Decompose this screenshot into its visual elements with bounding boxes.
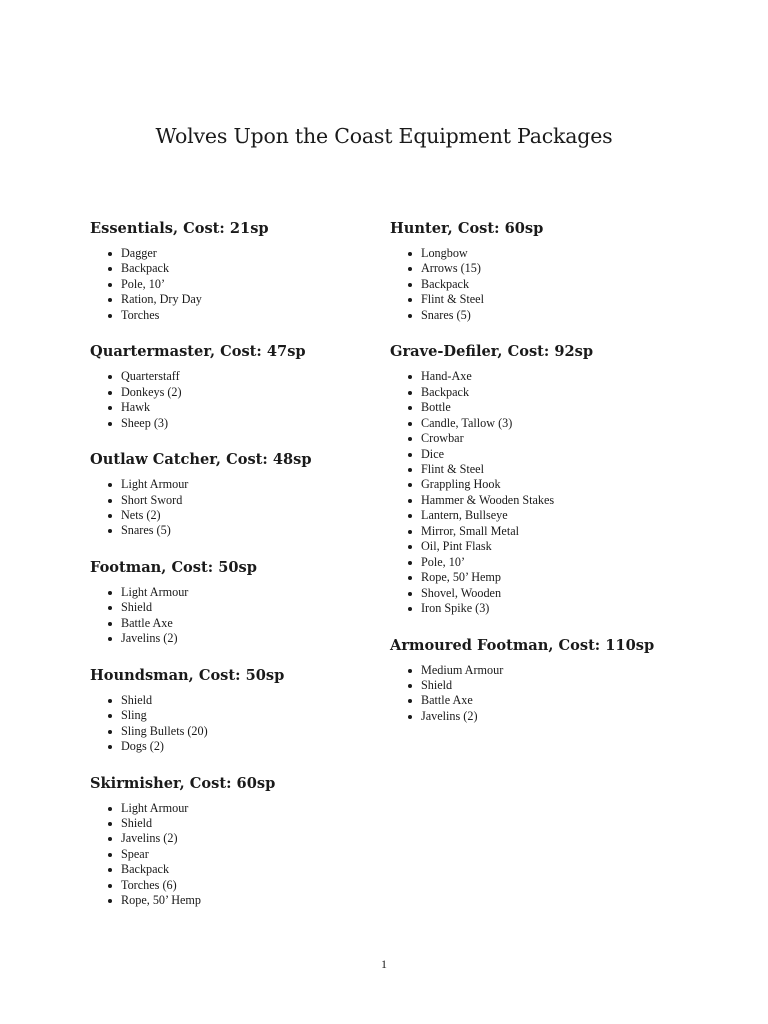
- package-section: [390, 343, 690, 616]
- list-item: Short Sword: [90, 493, 370, 508]
- package-heading: Footman, Cost: 50sp: [90, 558, 257, 576]
- left-column: [90, 220, 370, 909]
- list-item: Javelins (2): [90, 831, 370, 846]
- list-item: Oil, Pint Flask: [390, 539, 690, 554]
- package-item-list: [90, 369, 370, 431]
- list-item: Flint & Steel: [390, 462, 690, 477]
- package-heading: Hunter, Cost: 60sp: [390, 220, 544, 237]
- list-item: Dice: [390, 447, 690, 462]
- list-item: Snares (5): [390, 308, 690, 323]
- list-item: Shield: [390, 678, 690, 693]
- list-item: Bottle: [390, 400, 690, 415]
- list-item: Longbow: [390, 246, 690, 261]
- list-item: Torches (6): [90, 878, 370, 893]
- list-item: Donkeys (2): [90, 385, 370, 400]
- package-section: [390, 637, 690, 725]
- package-item-list: [90, 693, 370, 755]
- list-item: Quarterstaff: [90, 369, 370, 384]
- list-item: Pole, 10’: [390, 555, 690, 570]
- list-item: Backpack: [90, 261, 370, 276]
- list-item: Medium Armour: [390, 663, 690, 678]
- list-item: Crowbar: [390, 431, 690, 446]
- package-section: [90, 343, 370, 431]
- list-item: Backpack: [390, 277, 690, 292]
- list-item: Hawk: [90, 400, 370, 415]
- package-item-list: [90, 585, 370, 647]
- package-item-list: [90, 477, 370, 539]
- package-item-list: [390, 663, 690, 725]
- package-section: [90, 559, 370, 647]
- list-item: Nets (2): [90, 508, 370, 523]
- package-heading: Houndsman, Cost: 50sp: [90, 666, 285, 684]
- list-item: Sling: [90, 708, 370, 723]
- list-item: Hammer & Wooden Stakes: [390, 493, 690, 508]
- right-column: [390, 220, 690, 724]
- list-item: Light Armour: [90, 585, 370, 600]
- list-item: Rope, 50’ Hemp: [90, 893, 370, 908]
- list-item: Iron Spike (3): [390, 601, 690, 616]
- list-item: Shovel, Wooden: [390, 586, 690, 601]
- page-number: 1: [381, 957, 387, 971]
- list-item: Shield: [90, 693, 370, 708]
- list-item: Hand-Axe: [390, 369, 690, 384]
- package-heading: Quartermaster, Cost: 47sp: [90, 343, 306, 361]
- list-item: Sling Bullets (20): [90, 724, 370, 739]
- package-heading: Armoured Footman, Cost: 110sp: [390, 636, 655, 654]
- package-item-list: [390, 369, 690, 616]
- list-item: Javelins (2): [90, 631, 370, 646]
- list-item: Ration, Dry Day: [90, 292, 370, 307]
- list-item: Shield: [90, 600, 370, 615]
- page-title: Wolves Upon the Coast Equipment Packages: [155, 124, 613, 148]
- package-section: [390, 220, 690, 323]
- list-item: Battle Axe: [390, 693, 690, 708]
- package-heading: Skirmisher, Cost: 60sp: [90, 774, 276, 792]
- list-item: Sheep (3): [90, 416, 370, 431]
- list-item: Lantern, Bullseye: [390, 508, 690, 523]
- package-item-list: [390, 246, 690, 323]
- package-item-list: [90, 246, 370, 323]
- package-heading: Grave-Defiler, Cost: 92sp: [390, 343, 594, 361]
- list-item: Backpack: [90, 862, 370, 877]
- package-section: [90, 667, 370, 755]
- list-item: Mirror, Small Metal: [390, 524, 690, 539]
- list-item: Flint & Steel: [390, 292, 690, 307]
- list-item: Torches: [90, 308, 370, 323]
- list-item: Snares (5): [90, 523, 370, 538]
- list-item: Dagger: [90, 246, 370, 261]
- package-heading: Outlaw Catcher, Cost: 48sp: [90, 451, 312, 469]
- package-section: [90, 451, 370, 539]
- list-item: Javelins (2): [390, 709, 690, 724]
- list-item: Light Armour: [90, 477, 370, 492]
- list-item: Backpack: [390, 385, 690, 400]
- package-section: [90, 775, 370, 909]
- list-item: Grappling Hook: [390, 477, 690, 492]
- list-item: Candle, Tallow (3): [390, 416, 690, 431]
- list-item: Shield: [90, 816, 370, 831]
- list-item: Pole, 10’: [90, 277, 370, 292]
- package-heading: Essentials, Cost: 21sp: [90, 220, 269, 237]
- list-item: Battle Axe: [90, 616, 370, 631]
- list-item: Dogs (2): [90, 739, 370, 754]
- list-item: Rope, 50’ Hemp: [390, 570, 690, 585]
- list-item: Light Armour: [90, 801, 370, 816]
- package-item-list: [90, 801, 370, 909]
- list-item: Arrows (15): [390, 261, 690, 276]
- list-item: Spear: [90, 847, 370, 862]
- package-section: [90, 220, 370, 323]
